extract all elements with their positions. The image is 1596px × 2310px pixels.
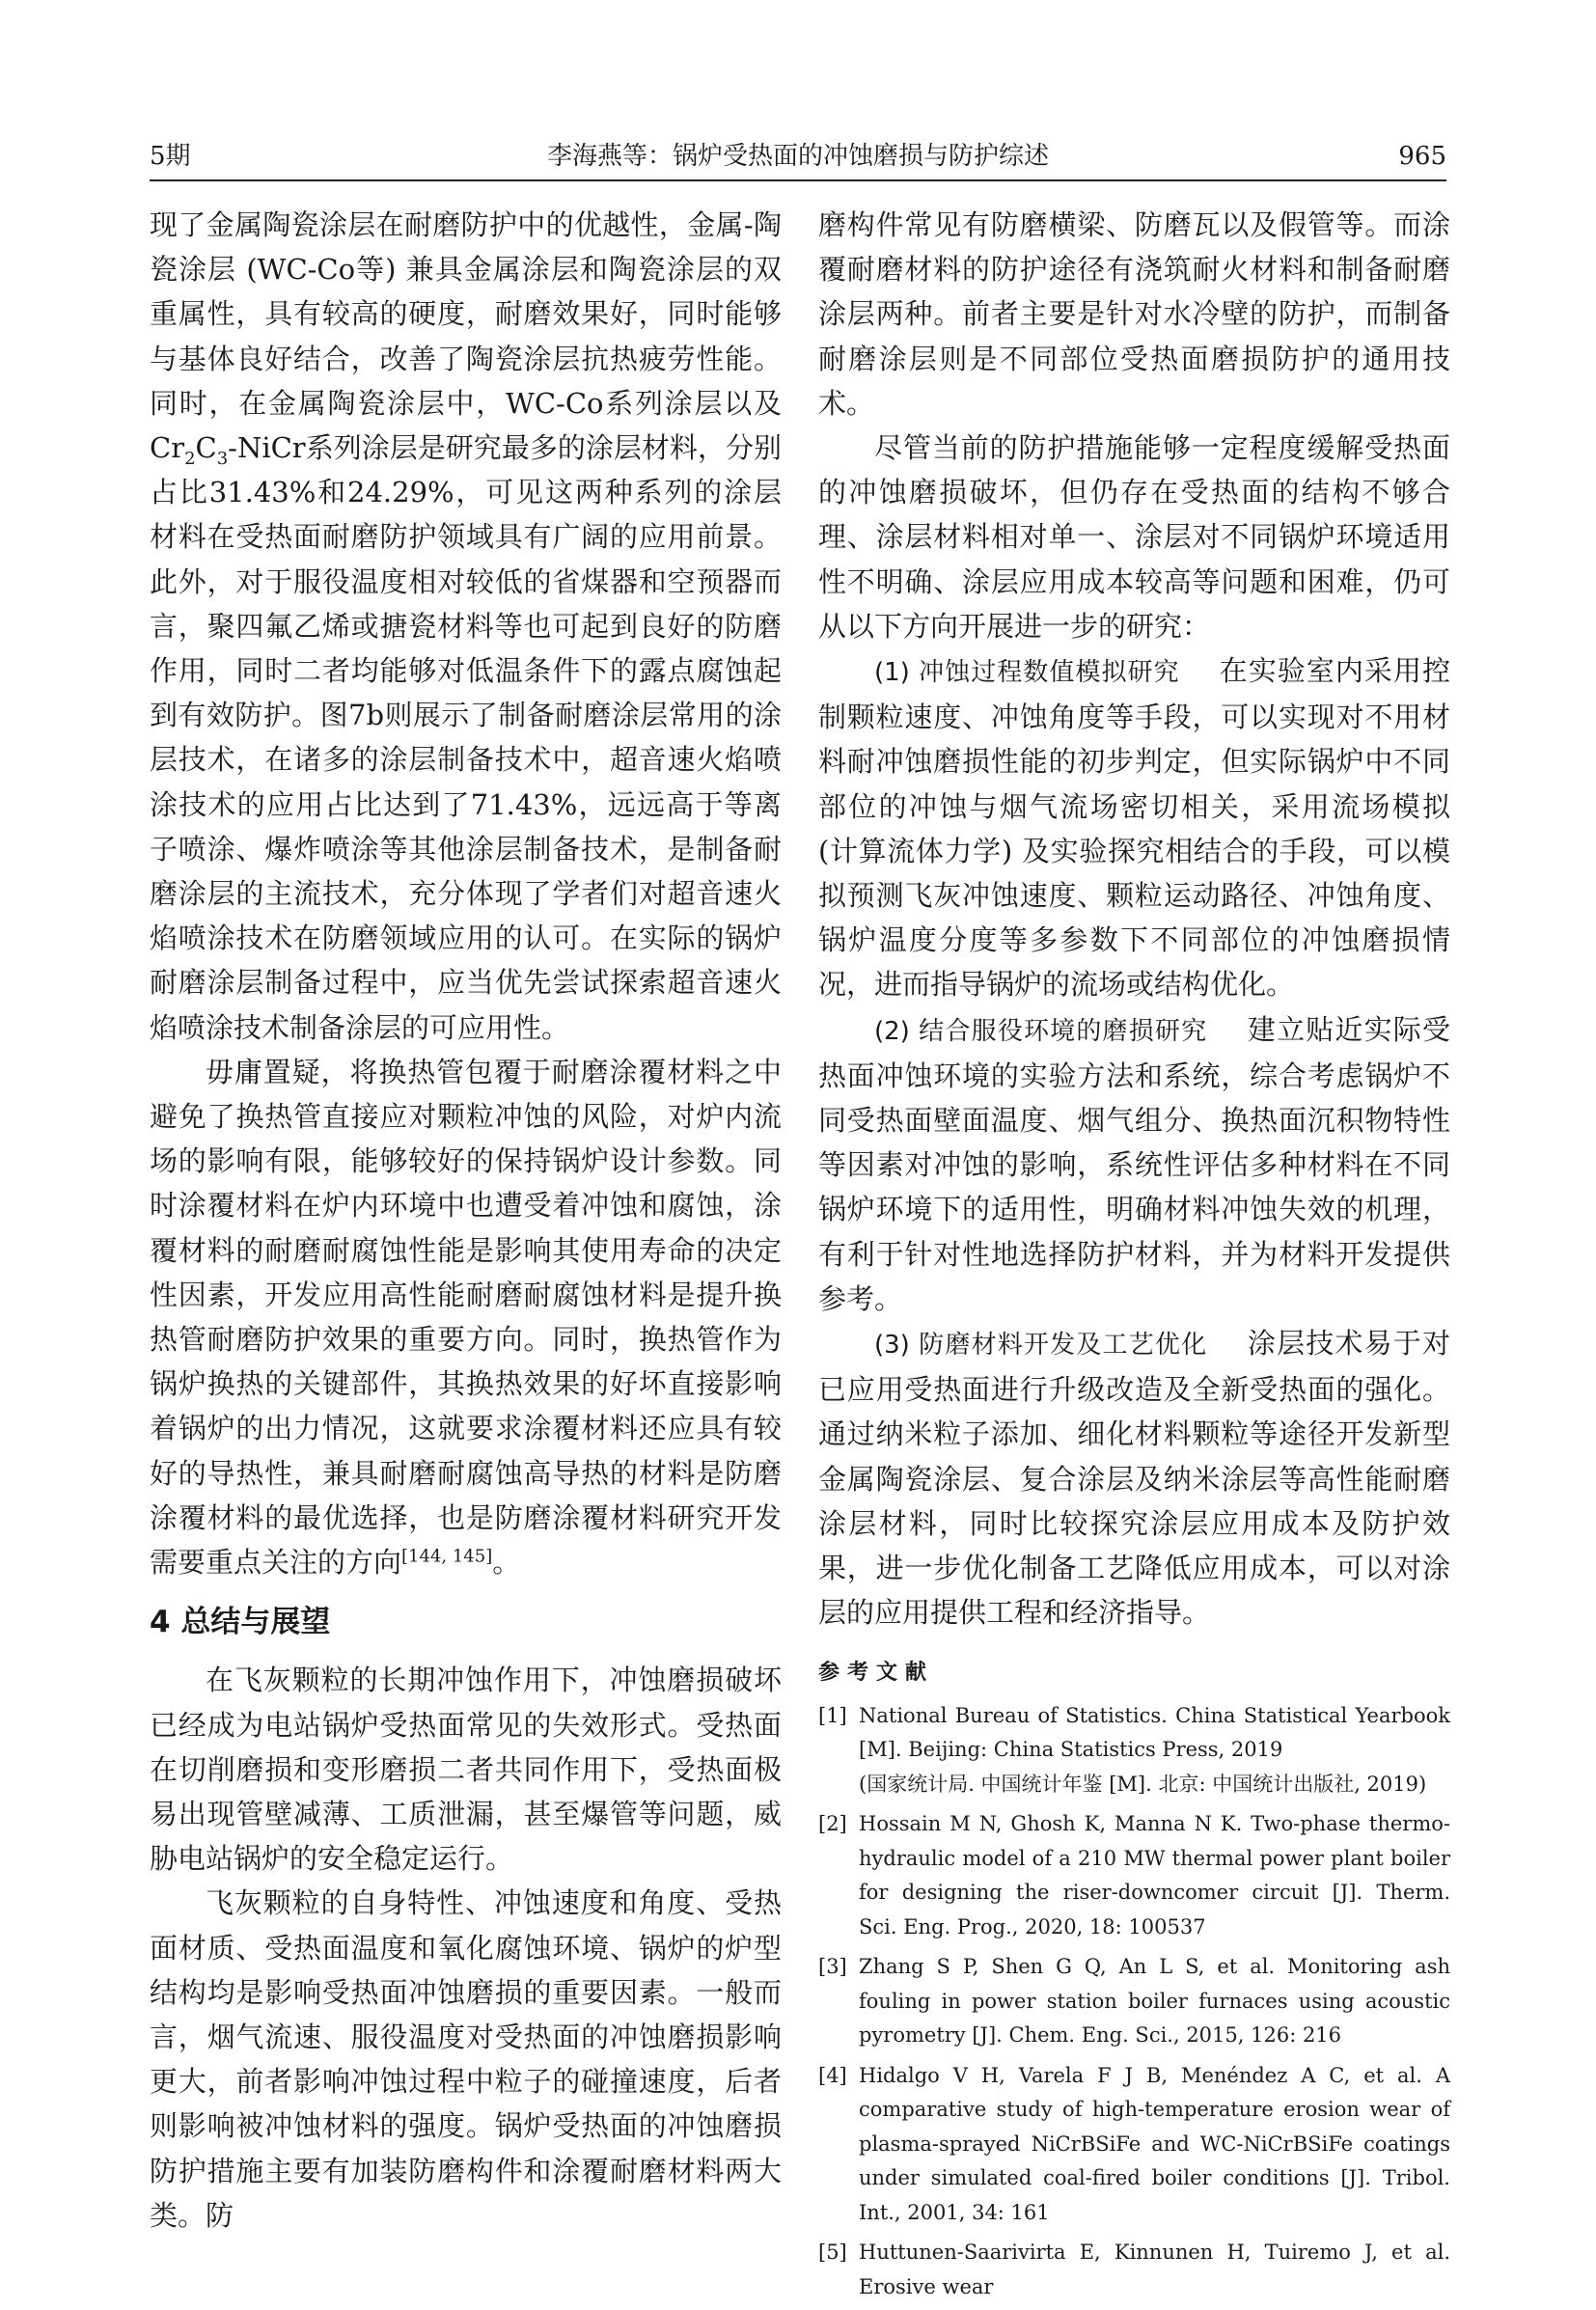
outlook-item-3-title: (3) 防磨材料开发及工艺优化	[874, 1331, 1208, 1361]
right-column	[818, 203, 1450, 2310]
paragraph-cladding: 毋庸置疑，将换热管包覆于耐磨涂覆材料之中避免了换热管直接应对颗粒冲蚀的风险，对炉内流场的影响有限，能够较好的保持锅炉设计参数。同时涂覆材料在炉内环境中也遭受着冲蚀和腐蚀，涂覆材料的耐磨耐腐蚀性能是影响其使用寿命的决定性因素，开发应用高性能耐磨耐腐蚀材料是提升换热管耐磨防护效果的重要方向。同时，换热管作为锅炉换热的关键部件，其换热效果的好坏直接影响着锅炉的出力情况，这就要求涂覆材料还应具有较好的导热性，兼具耐磨耐腐蚀高导热的材料是防磨涂覆材料的最优选择，也是防磨涂覆材料研究开发需要重点关注的方向[144, 145]。	[150, 1055, 782, 1580]
running-header	[150, 137, 1446, 176]
header-rule	[150, 179, 1446, 181]
running-title: 李海燕等：锅炉受热面的冲蚀磨损与防护综述	[546, 142, 1049, 171]
citation: [144, 145]	[401, 1546, 493, 1567]
outlook-item-3: (3) 防磨材料开发及工艺优化 涂层技术易于对已应用受热面进行升级改造及全新受热面的强化。通过纳米粒子添加、细化材料颗粒等途径开发新型金属陶瓷涂层、复合涂层及纳米涂层等高性能耐磨涂层材料，同时比较探究涂层应用成本及防护效果，进一步优化制备工艺降低应用成本，可以对涂层的应用提供工程和经济指导。	[818, 1327, 1450, 1630]
left-column	[150, 203, 782, 2238]
paragraph-summary-1: 在飞灰颗粒的长期冲蚀作用下，冲蚀磨损破坏已经成为电站锅炉受热面常见的失效形式。受热面在切削磨损和变形磨损二者共同作用下，受热面极易出现管壁减薄、工质泄漏，甚至爆管等问题，威胁电站锅炉的安全稳定运行。	[150, 1664, 782, 1876]
reference-item: [4] Hidalgo V H, Varela F J B, Menéndez A C, et al. A comparative study of high-temperature erosion wear of plasma-sprayed NiCrBSiFe and WC-NiCrBSiFe coatings under simulated coal-fired boiler conditions [J]. Tribol. Int., 2001, 34: 161	[818, 2063, 1450, 2224]
reference-item: [5] Huttunen-Saarivirta E, Kinnunen H, Tuiremo J, et al. Erosive wear	[818, 2241, 1450, 2298]
outlook-item-1: (1) 冲蚀过程数值模拟研究 在实验室内采用控制颗粒速度、冲蚀角度等手段，可以实现对不用材料耐冲蚀磨损性能的初步判定，但实际锅炉中不同部位的冲蚀与烟气流场密切相关，采用流场模拟 (计算流体力学) 及实验探究相结合的手段，可以模拟预测飞灰冲蚀速度、颗粒运动路径、冲蚀角度、锅炉温度分度等多参数下不同部位的冲蚀磨损情况，进而指导锅炉的流场或结构优化。	[818, 654, 1450, 1002]
paragraph-outlook: 尽管当前的防护措施能够一定程度缓解受热面的冲蚀磨损破坏，但仍存在受热面的结构不够合理、涂层材料相对单一、涂层对不同锅炉环境适用性不明确、涂层应用成本较高等问题和困难，仍可从以下方向开展进一步的研究：	[818, 431, 1450, 643]
outlook-item-2: (2) 结合服役环境的磨损研究 建立贴近实际受热面冲蚀环境的实验方法和系统，综合考虑锅炉不同受热面壁面温度、烟气组分、换热面沉积物特性等因素对冲蚀的影响，系统性评估多种材料在不同锅炉环境下的适用性，明确材料冲蚀失效的机理，有利于针对性地选择防护材料，并为材料开发提供参考。	[818, 1012, 1450, 1315]
paragraph-coatings: 现了金属陶瓷涂层在耐磨防护中的优越性，金属-陶瓷涂层 (WC-Co等) 兼具金属涂层和陶瓷涂层的双重属性，具有较高的硬度，耐磨效果好，同时能够与基体良好结合，改善了陶瓷涂层抗热疲劳性能。同时，在金属陶瓷涂层中，WC-Co系列涂层以及$Cr_2C_3$-NiCr系列涂层是研究最多的涂层材料，分别占比31.43%和24.29%，可见这两种系列的涂层材料在受热面耐磨防护领域具有广阔的应用前景。此外，对于服役温度相对较低的省煤器和空预器而言，聚四氟乙烯或搪瓷材料等也可起到良好的防磨作用，同时二者均能够对低温条件下的露点腐蚀起到有效防护。图7b则展示了制备耐磨涂层常用的涂层技术，在诸多的涂层制备技术中，超音速火焰喷涂技术的应用占比达到了71.43%，远远高于等离子喷涂、爆炸喷涂等其他涂层制备技术，是制备耐磨涂层的主流技术，充分体现了学者们对超音速火焰喷涂技术在防磨领域应用的认可。在实际的锅炉耐磨涂层制备过程中，应当优先尝试探索超音速火焰喷涂技术制备涂层的可应用性。	[150, 208, 782, 1044]
reference-item: [1] National Bureau of Statistics. China Statistical Yearbook [M]. Beijing: China Statistics Press, 2019 (国家统计局. 中国统计年鉴 [M]. 北京: 中国统计出版社, 2019)	[818, 1703, 1450, 1796]
outlook-item-1-title: (1) 冲蚀过程数值模拟研究	[874, 658, 1180, 688]
reference-item: [3] Zhang S P, Shen G Q, An L S, et al. Monitoring ash fouling in power station boiler furnaces using acoustic pyrometry [J]. Chem. Eng. Sci., 2015, 126: 216	[818, 1955, 1450, 2047]
reference-item: [2] Hossain M N, Ghosh K, Manna N K. Two-phase thermo-hydraulic model of a 210 MW thermal power plant boiler for designing the riser-downcomer circuit [J]. Therm. Sci. Eng. Prog., 2020, 18: 100537	[818, 1812, 1450, 1939]
references-title: 参考文献	[818, 1660, 935, 1685]
page-number: 965	[1398, 142, 1446, 171]
section-4-title: 4 总结与展望	[150, 1605, 331, 1640]
outlook-item-2-title: (2) 结合服役环境的磨损研究	[874, 1016, 1208, 1046]
paragraph-protection: 磨构件常见有防磨横梁、防磨瓦以及假管等。而涂覆耐磨材料的防护途径有浇筑耐火材料和制备耐磨涂层两种。前者主要是针对水冷壁的防护，而制备耐磨涂层则是不同部位受热面磨损防护的通用技术。	[818, 208, 1450, 420]
paragraph-summary-2: 飞灰颗粒的自身特性、冲蚀速度和角度、受热面材质、受热面温度和氧化腐蚀环境、锅炉的炉型结构均是影响受热面冲蚀磨损的重要因素。一般而言，烟气流速、服役温度对受热面的冲蚀磨损影响更大，前者影响冲蚀过程中粒子的碰撞速度，后者则影响被冲蚀材料的强度。锅炉受热面的冲蚀磨损防护措施主要有加装防磨构件和涂覆耐磨材料两大类。防	[150, 1886, 782, 2232]
issue-label: 5期	[150, 142, 191, 171]
